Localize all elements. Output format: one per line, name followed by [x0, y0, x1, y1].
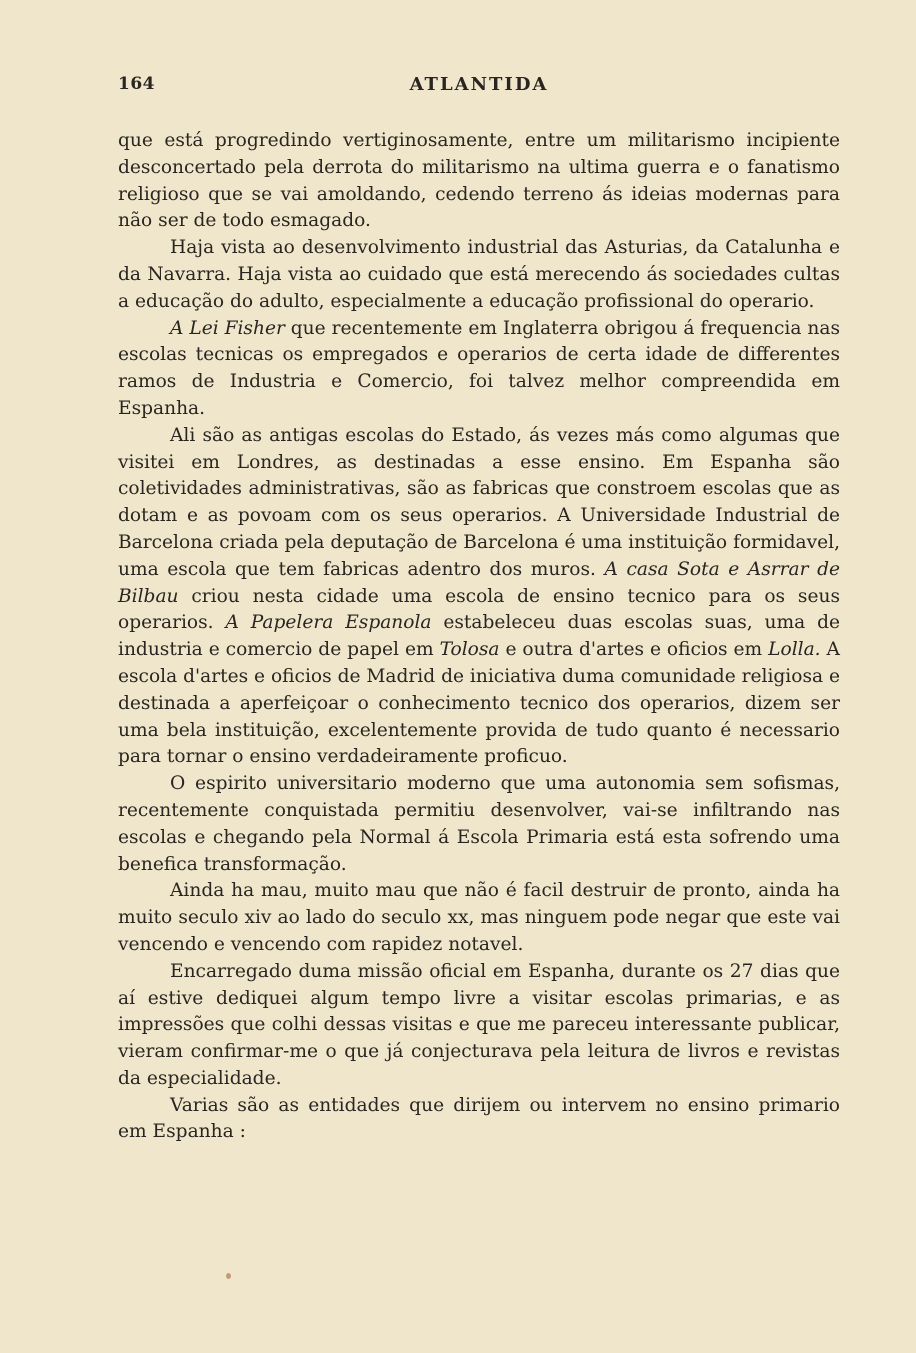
page-number: 164: [118, 74, 155, 94]
page-header: [118, 74, 840, 102]
body-text: [118, 128, 840, 1146]
text-run: Varias são as entidades que dirijem ou intervem no ensino primario em Espanha :: [118, 1094, 840, 1143]
text-run: estabeleceu duas escolas suas, uma de industria e comercio de papel em: [118, 612, 840, 661]
italic-text: Lolla.: [768, 639, 821, 661]
paragraph: [118, 316, 840, 423]
paragraph: [118, 878, 840, 958]
paragraph: [118, 128, 840, 235]
paragraph: [118, 959, 840, 1093]
italic-text: A Papelera Espanola: [225, 612, 432, 634]
paragraph: [118, 771, 840, 878]
text-run: O espirito universitario moderno que uma autonomia sem sofismas, recentemente conquistada permitiu desenvolver, vai-se infiltrando nas escolas e chegando pela Normal á Escola Primaria está esta sofrendo uma benefica transformação.: [118, 773, 840, 875]
text-run: criou nesta cidade uma escola de ensino tecnico para os seus operarios.: [118, 585, 840, 634]
ink-spot: [226, 1273, 231, 1279]
paragraph: [118, 235, 840, 315]
italic-text: A Lei Fisher: [170, 317, 285, 339]
running-title: ATLANTIDA: [409, 74, 549, 95]
italic-text: A casa Sota e Asrrar de Bilbau: [118, 558, 840, 607]
paragraph: [118, 423, 840, 771]
text-run: A escola d'artes e oficios de Madrid de iniciativa duma comunidade religiosa e destinada a aperfeiçoar o conhecimento tecnico dos operarios, dizem ser uma bela instituição, excelentemente provida de tudo quanto é necessario para tornar o ensino verdadeiramente proficuo.: [118, 639, 840, 768]
text-run: e outra d'artes e oficios em: [499, 639, 769, 661]
paragraph: [118, 1093, 840, 1147]
text-run: Ali são as antigas escolas do Estado, ás vezes más como algumas que visitei em Londres, as destinadas a esse ensino. Em Espanha são coletividades administrativas, são as fabricas que constroem escolas que as dotam e as povoam com os seus operarios. A Universidade Industrial de Barcelona criada pela deputação de Barcelona é uma instituição formidavel, uma escola que tem fabricas adentro dos muros.: [118, 424, 840, 580]
text-run: Haja vista ao desenvolvimento industrial das Asturias, da Catalunha e da Navarra. Haja vista ao cuidado que está merecendo ás sociedades cultas a educação do adulto, especialmente a educação profissional do operario.: [118, 237, 840, 312]
italic-text: Tolosa: [439, 639, 500, 661]
text-run: que recentemente em Inglaterra obrigou á frequencia nas escolas tecnicas os empregados e operarios de certa idade de differentes ramos de Industria e Comercio, foi talvez melhor compreendida em Espanha.: [118, 317, 840, 419]
text-run: Ainda ha mau, muito mau que não é facil destruir de pronto, ainda ha muito seculo xiv ao lado do seculo xx, mas ninguem pode negar que este vai vencendo e vencendo com rapidez notavel.: [118, 880, 840, 955]
text-run: que está progredindo vertiginosamente, entre um militarismo incipiente desconcertado pela derrota do militarismo na ultima guerra e o fanatismo religioso que se vai amoldando, cedendo terreno ás ideias modernas para não ser de todo esmagado.: [118, 130, 840, 232]
text-run: Encarregado duma missão oficial em Espanha, durante os 27 dias que aí estive dediquei algum tempo livre a visitar escolas primarias, e as impressões que colhi dessas visitas e que me pareceu interessante publicar, vieram confirmar-me o que já conjecturava pela leitura de livros e revistas da especialidade.: [118, 960, 840, 1089]
